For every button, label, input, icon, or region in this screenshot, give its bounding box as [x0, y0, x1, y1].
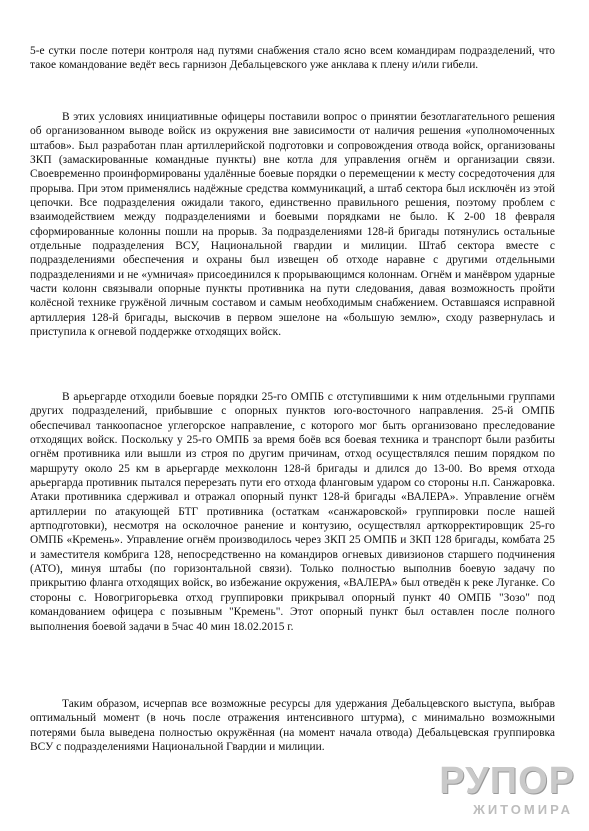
watermark-subtitle: ЖИТОМИРА	[473, 802, 573, 817]
watermark-title: РУПОР	[439, 760, 575, 802]
watermark-logo	[435, 761, 575, 825]
paragraph-4: Таким образом, исчерпав все возможные ресурсы для удержания Дебальцевского выступа, выбрав оптимальный момент (в ночь после отражения интенсивного штурма), с минимально возможными потерями была выведена полностью окружённая (на момент начала отвода) Дебальцевская группировка ВСУ с подразделениями Национальной Гвардии и милиции.	[30, 698, 555, 754]
paragraph-3: В арьергарде отходили боевые порядки 25-го ОМПБ с отступившими к ним отдельными группами других подразделений, прибывшие с опорных пунктов юго-восточного направления. 25-й ОМПБ обеспечивал танкоопасное углегорское направление, с которого мог быть организовано преследование отходящих войск. Поскольку у 25-го ОМПБ за время боёв вся боевая техника и транспорт были разбиты огнём противника или вышли из строя по другим причинам, отход осуществлялся пешим порядком по маршруту около 25 км в арьергарде мехколонн 128-й бригады и длился до 13-00. Во время отхода арьергарда противник пытался перерезать пути его отхода фланговым ударом со стороны н.п. Санжаровка. Атаки противника сдерживал и отражал опорный пункт 128-й бригады «ВАЛЕРА». Управление огнём артиллерии по атакующей БТГ противника (остаткам «санжаровской» группировки после нашей артподготовки), несмотря на осколочное ранение и контузию, осуществлял арткорректировщик 25-го ОМПБ «Кремень». Управление огнём производилось через ЗКП 25 ОМПБ и ЗКП 128 бригады, комбата 25 и заместителя комбрига 128, непосредственно на командиров огневых дивизионов старшего подчинения (АТО), минуя штабы (по горизонтальной связи). Только полностью выполнив боевую задачу по прикрытию фланга отходящих войск, во избежание окружения, «ВАЛЕРА» был отведён к реке Луганке. Со стороны с. Новогригорьевка отход группировки прикрывал опорный пункт 40 ОМПБ "Зозо" под командованием офицера с позывным "Кремень". Этот опорный пункт был оставлен после полного выполнения боевой задачи в 5час 40 мин 18.02.2015 г.	[30, 391, 555, 633]
paragraph-1: 5-е сутки после потери контроля над путями снабжения стало ясно всем командирам подразделений, что такое командование ведёт весь гарнизон Дебальцевского уже анклава к плену и/или гибели.	[30, 45, 555, 72]
paragraph-2: В этих условиях инициативные офицеры поставили вопрос о принятии безотлагательного решения об организованном выводе войск из окружения вне зависимости от наличия решения «уполномоченных штабов». Был разработан план артиллерийской подготовки и сопровождения отвода войск, организованы ЗКП (замаскированные командные пункты) вне котла для управления огнём и организации связи. Своевременно проинформированы удалённые боевые порядки о перемещении к месту сосредоточения для прорыва. При этом применялись надёжные средства коммуникаций, а штаб сектора был исключён из этой цепочки. Все подразделения ожидали такого, единственно правильного решения, поэтому проблем с взаимодействием между подразделениями и боевыми порядками не было. К 2-00 18 февраля сформированные колонны пошли на прорыв. За подразделениями 128-й бригады потянулись остальные отдельные подразделения ВСУ, Национальной гвардии и милиции. Штаб сектора вместе с подразделениями обеспечения и охраны был извещен об отходе наравне с другими отдельными подразделениями и не «умничая» присоединился к прорывающимся колоннам. Огнём и манёвром ударные части колонн связывали опорные пункты противника на пути следования, давая возможность пройти колёсной технике гружёной личным составом и самым необходимым снабжением. Оставшаяся исправной артиллерия 128-й бригады, выскочив в первом эшелоне на «большую землю», сходу развернулась и приступила к огневой поддержке отходящих войск.	[30, 111, 555, 339]
